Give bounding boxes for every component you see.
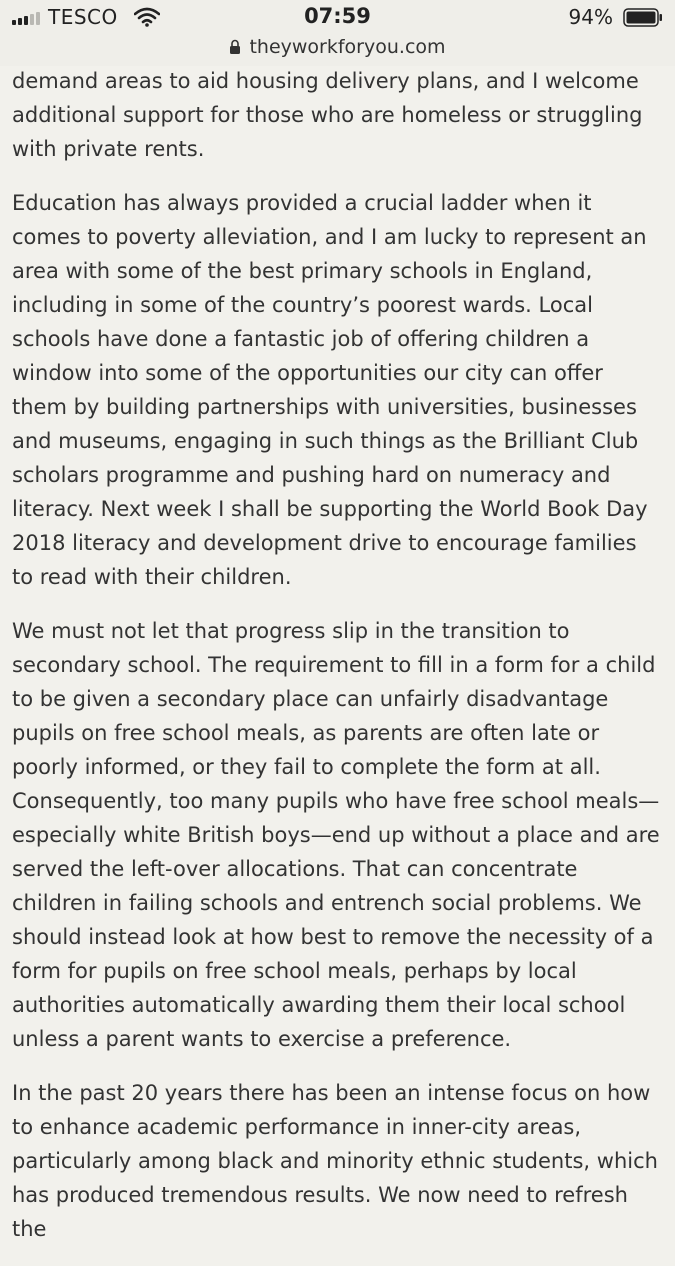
lock-icon bbox=[229, 39, 241, 55]
url-text[interactable]: theyworkforyou.com bbox=[249, 36, 446, 58]
article-body bbox=[12, 64, 664, 1266]
status-bar bbox=[0, 0, 675, 36]
paragraph: demand areas to aid housing delivery plans, and I welcome additional support for those who are homeless or struggling with private rents. bbox=[12, 69, 643, 161]
paragraph: Education has always provided a crucial ladder when it comes to poverty alleviation, and I am lucky to represent an area with some of the best primary schools in England, including in some of the country’s poorest wards. Local schools have done a fantastic job of offering children a window into some of the opportunities our city can offer them by building partnerships with universities, businesses and museums, engaging in such things as the Brilliant Club scholars programme and pushing hard on numeracy and literacy. Next week I shall be supporting the World Book Day 2018 literacy and development drive to encourage families to read with their children. bbox=[12, 191, 648, 589]
address-bar[interactable] bbox=[0, 36, 675, 66]
paragraph: In the past 20 years there has been an intense focus on how to enhance academic performance in inner-city areas, particularly among black and minority ethnic students, which has produced tremendous results. We now need to refresh the bbox=[12, 1081, 658, 1241]
status-time: 07:59 bbox=[304, 4, 371, 28]
battery-percentage: 94% bbox=[568, 5, 613, 29]
carrier-name: TESCO bbox=[48, 5, 118, 29]
paragraph: We must not let that progress slip in the transition to secondary school. The requirement to fill in a form for a child to be given a secondary place can unfairly disadvantage pupils on free school meals, as parents are often late or poorly informed, or they fail to complete the form at all. Consequently, too many pupils who have free school meals—especially white British boys—end up without a place and are served the left-over allocations. That can concentrate children in failing schools and entrench social problems. We should instead look at how best to remove the necessity of a form for pupils on free school meals, perhaps by local authorities automatically awarding them their local school unless a parent wants to exercise a preference. bbox=[12, 619, 660, 1051]
battery-icon bbox=[623, 8, 663, 27]
